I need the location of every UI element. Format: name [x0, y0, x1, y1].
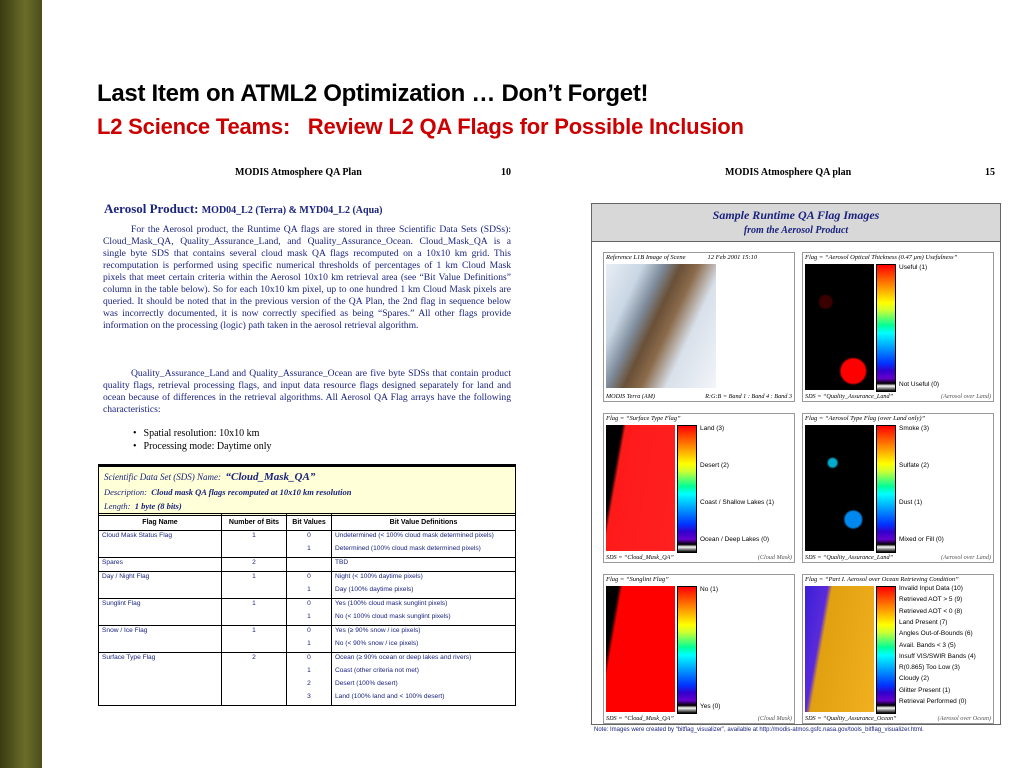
bit-value-cell: 1 — [287, 639, 332, 653]
sds-description: Cloud mask QA flags recomputed at 10x10 km resolution — [151, 487, 352, 497]
flag-name-cell — [99, 639, 222, 653]
bit-definition-cell: Night (< 100% daytime pixels) — [332, 572, 516, 586]
reference-image-frame: Reference L1B Image of Scene 12 Feb 2001 15:10 MODIS Terra (AM) R:G:B = Band 1 : Band 4 : Band 3 — [603, 252, 795, 402]
ocean-retrieving-frame: Flag = “Part I. Aerosol over Ocean Retrieving Condition” Invalid Input Data (10) Retrieved AOT > 5 (9) Retrieved AOT < 0 (8) Land Present (7) Angles Out-of-Bounds (6) Avail. Bands < 3 (5) Insuff VIS/SWIR Bands (4) R(0.865) Too Low (3) Cloudy (2) Glitter Present (1) Retrieval Performed (0) SDS = “Quality_Assurance_Ocean” (Aerosol over Ocean) — [802, 574, 994, 724]
right-doc-header-title: MODIS Atmosphere QA plan — [725, 167, 852, 178]
bit-count-cell: 1 — [222, 531, 287, 545]
bit-count-cell: 1 — [222, 626, 287, 640]
table-row — [99, 558, 516, 572]
legend-label: Not Useful (0) — [899, 381, 940, 388]
legend-label: Land (3) — [700, 425, 725, 432]
bit-count-cell — [222, 692, 287, 706]
color-legend — [876, 425, 896, 553]
table-row — [99, 666, 516, 679]
characteristics-list — [133, 427, 272, 453]
right-doc-header — [725, 167, 995, 178]
left-doc-header — [235, 167, 511, 178]
flag-name-cell: Surface Type Flag — [99, 653, 222, 667]
aerosol-product-subtitle: MOD04_L2 (Terra) & MYD04_L2 (Aqua) — [201, 205, 383, 216]
sunglint-image — [606, 586, 675, 712]
flag-name-cell — [99, 612, 222, 626]
flag-name-cell: Spares — [99, 558, 222, 572]
table-row — [99, 679, 516, 692]
bit-count-cell — [222, 679, 287, 692]
bit-count-cell: 1 — [222, 572, 287, 586]
bit-value-cell — [287, 558, 332, 572]
aerosol-type-image — [805, 425, 874, 551]
footnote: Note: Images were created by “bitflag_visualizer”, available at http://modis-atmos.gsfc.nasa.gov/tools_bitflag_visualizer.html. — [594, 727, 924, 733]
flag-table — [98, 513, 516, 706]
sds-info-box: Scientific Data Set (SDS) Name: “Cloud_Mask_QA” Description: Cloud mask QA flags recomputed at 10x10 km resolution Length: 1 byte (8 bits) — [98, 464, 516, 516]
bit-definition-cell: Land (100% land and < 100% desert) — [332, 692, 516, 706]
reference-satellite-image — [606, 264, 716, 388]
sds-name: “Cloud_Mask_QA” — [225, 471, 316, 483]
legend-label: Dust (1) — [899, 499, 923, 506]
legend-label: Retrieved AOT < 0 (8) — [899, 607, 963, 615]
sds-length: 1 byte (8 bits) — [134, 501, 182, 511]
legend-label: R(0.865) Too Low (3) — [899, 664, 960, 672]
legend-label: Retrieved AOT > 5 (9) — [899, 596, 963, 604]
table-row — [99, 585, 516, 599]
table-row — [99, 599, 516, 613]
bit-count-cell: 1 — [222, 599, 287, 613]
table-header: Bit Value Definitions — [332, 514, 516, 531]
legend-label: Sulfate (2) — [899, 462, 929, 469]
bit-value-cell: 0 — [287, 531, 332, 545]
bit-value-cell: 1 — [287, 544, 332, 558]
panel-title: Sample Runtime QA Flag Images — [712, 208, 880, 222]
flag-name-cell: Cloud Mask Status Flag — [99, 531, 222, 545]
flag-name-cell — [99, 692, 222, 706]
bit-definition-cell: No (< 90% snow / ice pixels) — [332, 639, 516, 653]
bit-count-cell: 2 — [222, 653, 287, 667]
surface-type-image — [606, 425, 675, 551]
legend-label: Desert (2) — [700, 462, 729, 469]
color-legend — [876, 586, 896, 714]
legend-label: Insuff VIS/SWIR Bands (4) — [899, 652, 976, 660]
table-row — [99, 531, 516, 545]
table-header: Bit Values — [287, 514, 332, 531]
flag-name-cell — [99, 585, 222, 599]
legend-label: Useful (1) — [899, 264, 928, 271]
bit-value-cell: 0 — [287, 572, 332, 586]
bit-definition-cell: Ocean (≥ 90% ocean or deep lakes and rivers) — [332, 653, 516, 667]
bit-value-cell: 3 — [287, 692, 332, 706]
right-doc-page-number: 15 — [985, 167, 995, 178]
list-item: • Processing mode: Daytime only — [133, 440, 272, 453]
bit-value-cell: 0 — [287, 653, 332, 667]
legend-label: Smoke (3) — [899, 425, 929, 432]
flag-name-cell: Sunglint Flag — [99, 599, 222, 613]
legend-label: Yes (0) — [700, 703, 721, 710]
bit-definition-cell: TBD — [332, 558, 516, 572]
table-row — [99, 639, 516, 653]
flag-name-cell — [99, 544, 222, 558]
bit-value-cell: 1 — [287, 612, 332, 626]
aerosol-type-frame: Flag = “Aerosol Type Flag (over Land only)” Smoke (3) Sulfate (2) Dust (1) Mixed or Fill (0) SDS = “Quality_Assurance_Land” (Aerosol over Land) — [802, 413, 994, 563]
table-header: Number of Bits — [222, 514, 287, 531]
bit-value-cell: 2 — [287, 679, 332, 692]
table-row — [99, 572, 516, 586]
aerosol-paragraph-1: For the Aerosol product, the Runtime QA flags are stored in three Scientific Data Sets (SDSs): Cloud_Mask_QA, Quality_Assurance_Land, and Quality_Assurance_Ocean. Cloud_Mask_QA is a single byte SDS that contains several cloud mask QA flags recomputed on a 10x10 km grid. This recomputation is performed using specific numerical thresholds of percentages of 1 km Cloud Mask pixels that meet certain criteria within the Aerosol 10x10 km retrieval area (see “Bit Value Definitions” column in the table below). So for each 10x10 km pixel, up to one hundred 1 km Cloud Mask pixels are queried. It should be noted that in the previous version of the QA Plan, the 2nd flag in sequence below was incorrectly documented, it is now correctly specified as being “Spares.” All other flags provide information on the processing (logic) path taken in the aerosol retrieval algorithm. — [103, 224, 511, 331]
legend-label: Angles Out-of-Bounds (6) — [899, 630, 973, 638]
ocean-retrieving-image — [805, 586, 874, 712]
flag-name-cell: Day / Night Flag — [99, 572, 222, 586]
legend-label: Glitter Present (1) — [899, 686, 951, 694]
bit-definition-cell: Day (100% daytime pixels) — [332, 585, 516, 599]
aerosol-product-title: Aerosol Product: MOD04_L2 (Terra) & MYD04_L2 (Aqua) — [104, 201, 383, 216]
bit-definition-cell: Determined (100% cloud mask determined pixels) — [332, 544, 516, 558]
slide-left-bar — [0, 0, 42, 768]
bit-count-cell: 2 — [222, 558, 287, 572]
surface-type-frame: Flag = “Surface Type Flag” Land (3) Desert (2) Coast / Shallow Lakes (1) Ocean / Deep Lakes (0) SDS = “Cloud_Mask_QA” (Cloud Mask) — [603, 413, 795, 563]
bit-count-cell — [222, 639, 287, 653]
bit-definition-cell: Yes (≥ 90% snow / ice pixels) — [332, 626, 516, 640]
table-row — [99, 544, 516, 558]
bit-definition-cell: Coast (other criteria not met) — [332, 666, 516, 679]
table-row — [99, 653, 516, 667]
legend-label: No (1) — [700, 586, 719, 593]
table-row — [99, 692, 516, 706]
flag-name-cell: Snow / Ice Flag — [99, 626, 222, 640]
color-legend — [677, 425, 697, 553]
bit-count-cell — [222, 544, 287, 558]
panel-subtitle: from the Aerosol Product — [743, 225, 849, 236]
legend-label: Avail. Bands < 3 (5) — [899, 641, 956, 649]
legend-label: Coast / Shallow Lakes (1) — [700, 499, 775, 506]
aerosol-paragraph-2: Quality_Assurance_Land and Quality_Assurance_Ocean are five byte SDSs that contain product quality flags, retrieval processing flags, and input data resource flags designed separately for land and ocean because of differences in the retrieval algorithms. All Aerosol QA Flag arrays have the following characteristics: — [103, 368, 511, 415]
bit-definition-cell: Desert (100% desert) — [332, 679, 516, 692]
bit-value-cell: 0 — [287, 599, 332, 613]
left-doc-header-title: MODIS Atmosphere QA Plan — [235, 167, 362, 178]
left-doc-page-number: 10 — [501, 167, 511, 178]
bit-definition-cell: Yes (100% cloud mask sunglint pixels) — [332, 599, 516, 613]
legend-label: Mixed or Fill (0) — [899, 536, 944, 543]
aot-usefulness-frame: Flag = “Aerosol Optical Thickness (0.47 μm) Usefulness” Useful (1) Not Useful (0) SDS = “Quality_Assurance_Land” (Aerosol over Land) — [802, 252, 994, 402]
aot-usefulness-image — [805, 264, 874, 390]
color-legend — [876, 264, 896, 392]
flag-name-cell — [99, 666, 222, 679]
legend-label: Ocean / Deep Lakes (0) — [700, 536, 770, 543]
sunglint-frame: Flag = “Sunglint Flag” No (1) Yes (0) SDS = “Cloud_Mask_QA” (Cloud Mask) — [603, 574, 795, 724]
bit-count-cell — [222, 585, 287, 599]
table-row — [99, 626, 516, 640]
bit-value-cell: 1 — [287, 585, 332, 599]
bit-count-cell — [222, 666, 287, 679]
slide-title: Last Item on ATML2 Optimization … Don’t Forget! — [97, 80, 649, 107]
flag-name-cell — [99, 679, 222, 692]
table-row — [99, 612, 516, 626]
legend-label: Cloudy (2) — [899, 675, 929, 683]
bit-value-cell: 1 — [287, 666, 332, 679]
bit-value-cell: 0 — [287, 626, 332, 640]
qa-flag-images-panel — [591, 203, 1001, 725]
legend-label: Land Present (7) — [899, 618, 948, 626]
bit-definition-cell: No (< 100% cloud mask sunglint pixels) — [332, 612, 516, 626]
slide-subtitle: L2 Science Teams: Review L2 QA Flags for Possible Inclusion — [97, 114, 744, 139]
panel-header — [592, 204, 1000, 242]
legend-label: Retrieval Performed (0) — [899, 698, 967, 705]
table-header: Flag Name — [99, 514, 222, 531]
color-legend — [677, 586, 697, 714]
bit-definition-cell: Undetermined (< 100% cloud mask determined pixels) — [332, 531, 516, 545]
legend-label: Invalid Input Data (10) — [899, 585, 963, 592]
list-item: • Spatial resolution: 10x10 km — [133, 427, 272, 440]
bit-count-cell — [222, 612, 287, 626]
